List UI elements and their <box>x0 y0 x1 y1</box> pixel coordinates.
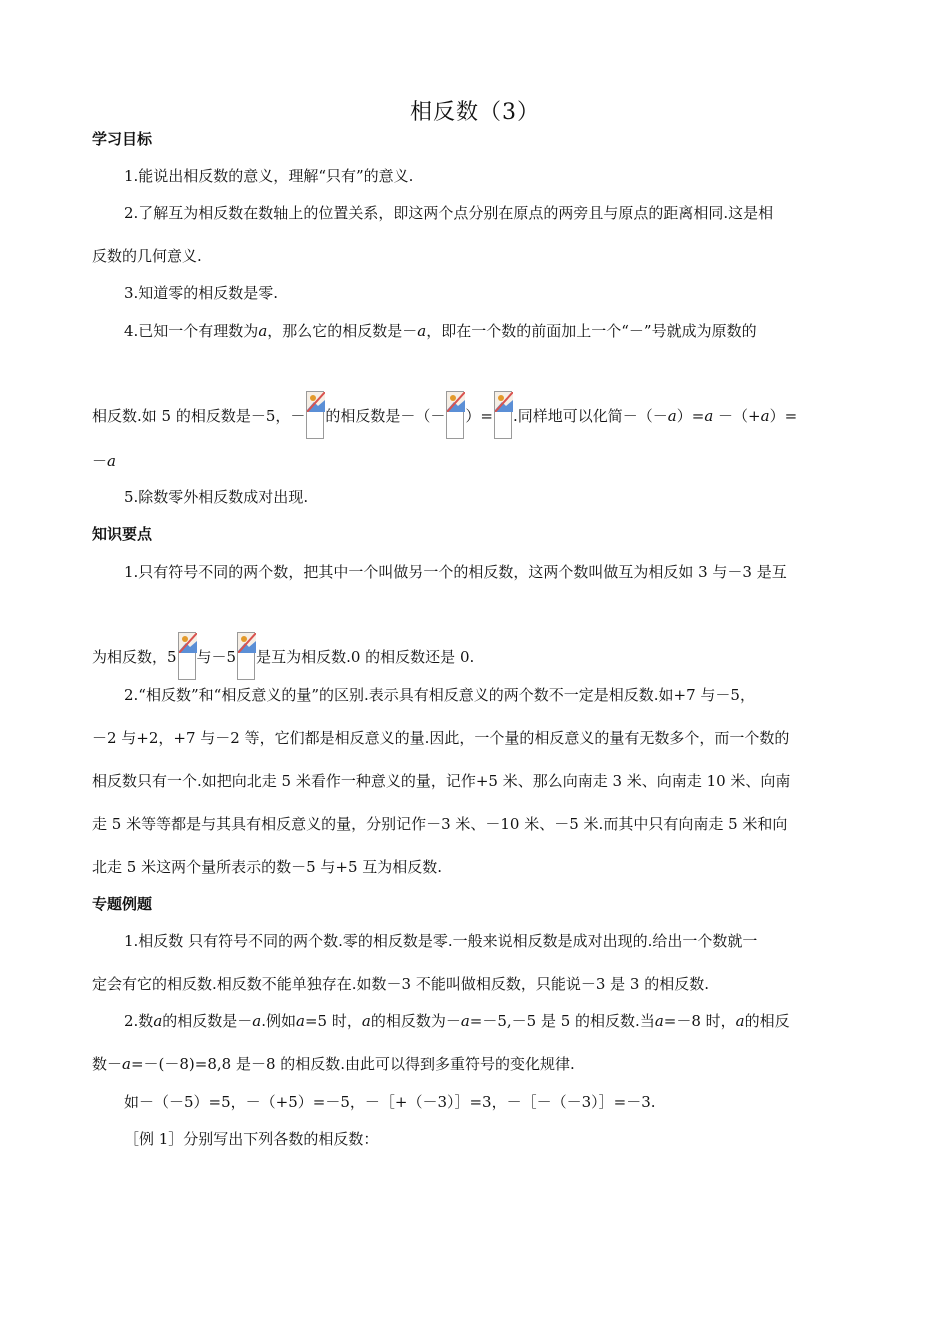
broken-image-icon <box>446 391 464 439</box>
section-heading-goals: 学习目标 <box>92 130 153 148</box>
paragraph: 走 5 米等等都是与其具有相反意义的量，分别记作－3 米、－10 米、－5 米.而其中只有向南走 5 米和向 <box>92 815 788 833</box>
paragraph: 1.只有符号不同的两个数，把其中一个叫做另一个的相反数，这两个数叫做互为相反如 3 与－3 是互 <box>124 563 787 581</box>
paragraph: 定会有它的相反数.相反数不能单独存在.如数－3 不能叫做相反数，只能说－3 是 3 的相反数. <box>92 975 710 993</box>
paragraph: 数－a=－(－8)=8,8 是－8 的相反数.由此可以得到多重符号的变化规律. <box>92 1055 575 1073</box>
broken-image-icon <box>237 632 255 680</box>
paragraph: 2.数a的相反数是－a.例如a=5 时，a的相反数为－a=－5,－5 是 5 的相反数.当a=－8 时，a的相反 <box>124 1012 790 1030</box>
broken-image-icon <box>494 391 512 439</box>
page-title: 相反数（3） <box>410 100 540 125</box>
paragraph: 4.已知一个有理数为a，那么它的相反数是－a，即在一个数的前面加上一个“－”号就成为原数的 <box>124 322 757 340</box>
paragraph: 2.了解互为相反数在数轴上的位置关系，即这两个点分别在原点的两旁且与原点的距离相同.这是相 <box>124 204 774 222</box>
paragraph: 2.“相反数”和“相反意义的量”的区别.表示具有相反意义的两个数不一定是相反数.如+7 与－5， <box>124 686 755 704</box>
paragraph: 5.除数零外相反数成对出现. <box>124 488 309 506</box>
section-heading-examples: 专题例题 <box>92 895 153 913</box>
broken-image-icon <box>306 391 324 439</box>
paragraph: 北走 5 米这两个量所表示的数－5 与+5 互为相反数. <box>92 858 443 876</box>
paragraph: 3.知道零的相反数是零. <box>124 284 279 302</box>
paragraph-with-images: 为相反数，5 与－5 是互为相反数.0 的相反数还是 0. <box>92 632 474 680</box>
paragraph: －a <box>92 452 116 470</box>
paragraph-with-images: 相反数.如 5 的相反数是－5，－ 的相反数是－（－ ）= .同样地可以化简－（－a）=a －（+a）= <box>92 391 797 439</box>
section-heading-points: 知识要点 <box>92 525 153 543</box>
broken-image-icon <box>178 632 196 680</box>
paragraph: 反数的几何意义. <box>92 247 202 265</box>
paragraph: 1.能说出相反数的意义，理解“只有”的意义. <box>124 167 414 185</box>
paragraph: －2 与+2，+7 与－2 等，它们都是相反意义的量.因此，一个量的相反意义的量有无数多个，而一个数的 <box>92 729 790 747</box>
paragraph: 相反数只有一个.如把向北走 5 米看作一种意义的量，记作+5 米、那么向南走 3 米、向南走 10 米、向南 <box>92 772 791 790</box>
paragraph: 如－（－5）=5，－（+5）=－5，－［+（－3）］=3，－［－（－3）］=－3. <box>124 1093 656 1111</box>
paragraph: 1.相反数 只有符号不同的两个数.零的相反数是零.一般来说相反数是成对出现的.给出一个数就一 <box>124 932 758 950</box>
paragraph: ［例 1］分别写出下列各数的相反数： <box>124 1130 379 1148</box>
